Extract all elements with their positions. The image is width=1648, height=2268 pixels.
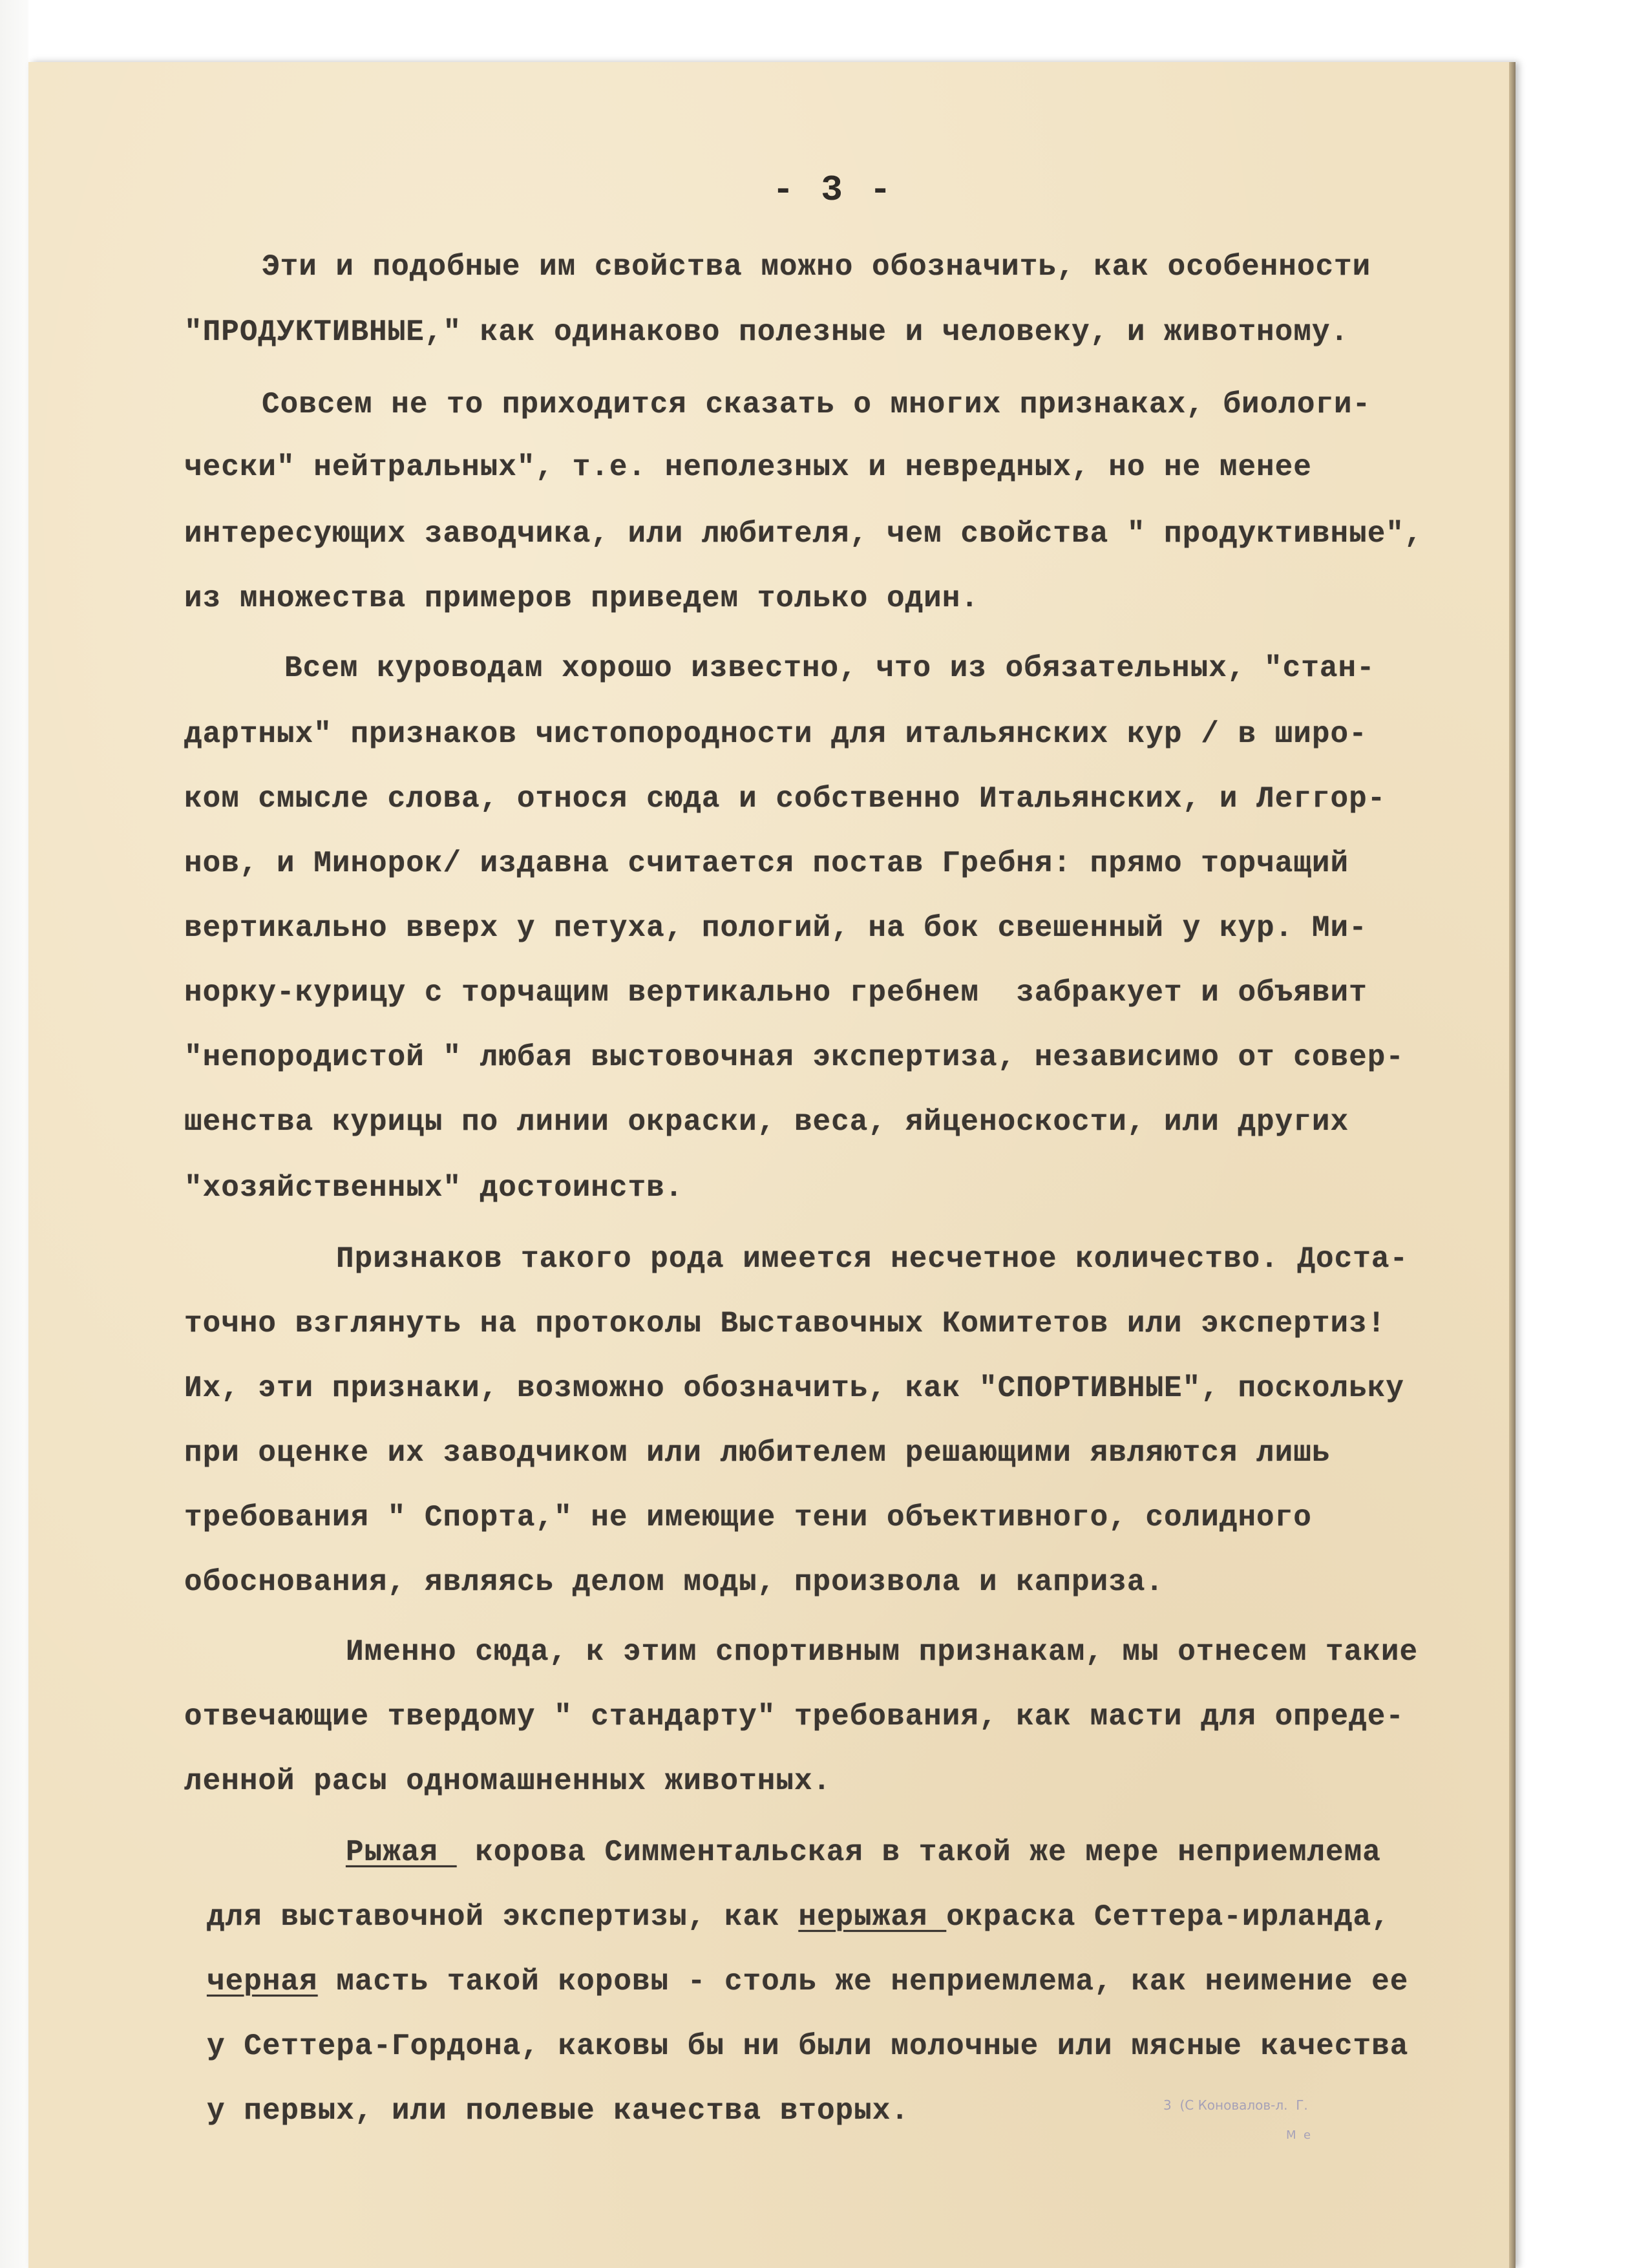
text-line: вертикально вверх у петуха, пологий, на бок свешенный у кур. Ми- bbox=[184, 911, 1368, 945]
text-line: нов, и Минорок/ издавна считается постав Гребня: прямо торчащий bbox=[184, 847, 1349, 880]
text-line: Рыжая корова Симментальская в такой же мере неприемлема bbox=[346, 1836, 1381, 1869]
underlined-word: черная bbox=[207, 1965, 318, 1998]
text-line: "ПРОДУКТИВНЫЕ," как одинаково полезные и человеку, и животному. bbox=[184, 315, 1349, 349]
text-line: обоснования, являясь делом моды, произвола и каприза. bbox=[184, 1565, 1165, 1599]
text-line: Признаков такого рода имеется несчетное количество. Доста- bbox=[336, 1242, 1409, 1276]
text-line: ленной расы одномашненных животных. bbox=[184, 1765, 832, 1798]
text-line: требования " Спорта," не имеющие тени объективного, солидного bbox=[184, 1501, 1312, 1534]
text-line: чески" нейтральных", т.е. неполезных и невредных, но не менее bbox=[184, 450, 1312, 484]
text-line: норку-курицу с торчащим вертикально гребнем забракует и объявит bbox=[184, 976, 1368, 1010]
text-line: Их, эти признаки, возможно обозначить, как "СПОРТИВНЫЕ", поскольку bbox=[184, 1372, 1404, 1405]
paper-edge bbox=[1509, 62, 1516, 2268]
text-line: для выставочной экспертизы, как нерыжая окраска Сеттера-ирланда, bbox=[207, 1900, 1390, 1934]
underlined-word: нерыжая bbox=[798, 1900, 947, 1934]
text-line: шенства курицы по линии окраски, веса, яйценоскости, или других bbox=[184, 1105, 1349, 1139]
text-line: Именно сюда, к этим спортивным признакам, мы отнесем такие bbox=[346, 1635, 1419, 1669]
text-line: у первых, или полевые качества вторых. bbox=[207, 2094, 909, 2128]
scan-border bbox=[0, 0, 28, 2268]
text-line: "хозяйственных" достоинств. bbox=[184, 1171, 684, 1205]
text-line: Эти и подобные им свойства можно обозначить, как особенности bbox=[262, 250, 1371, 284]
text-line: черная масть такой коровы - столь же неприемлема, как неимение ее bbox=[207, 1965, 1409, 1998]
page-number: - 3 - bbox=[772, 169, 894, 211]
text-line: дартных" признаков чистопородности для итальянских кур / в широ- bbox=[184, 717, 1368, 751]
faint-stamp: 3 (С Коновалов-л. Г. М е bbox=[1163, 2097, 1311, 2142]
text-line: Совсем не то приходится сказать о многих признаках, биологи- bbox=[262, 388, 1371, 421]
text-line: у Сеттера-Гордона, каковы бы ни были молочные или мясные качества bbox=[207, 2030, 1409, 2063]
text-line: точно взглянуть на протоколы Выставочных Комитетов или экспертиз! bbox=[184, 1307, 1386, 1341]
text-line: ком смысле слова, относя сюда и собственно Итальянских, и Леггор- bbox=[184, 782, 1386, 816]
underlined-word: Рыжая bbox=[346, 1836, 457, 1869]
text-line: "непородистой " любая выстовочная экспертиза, независимо от совер- bbox=[184, 1041, 1404, 1074]
text-line: интересующих заводчика, или любителя, чем свойства " продуктивные", bbox=[184, 517, 1423, 551]
text-line: Всем куроводам хорошо известно, что из обязательных, "стан- bbox=[284, 652, 1375, 685]
text-line: из множества примеров приведем только один. bbox=[184, 582, 979, 615]
text-line: при оценке их заводчиком или любителем решающими являются лишь bbox=[184, 1436, 1331, 1470]
text-line: отвечающие твердому " стандарту" требования, как масти для опреде- bbox=[184, 1700, 1404, 1733]
